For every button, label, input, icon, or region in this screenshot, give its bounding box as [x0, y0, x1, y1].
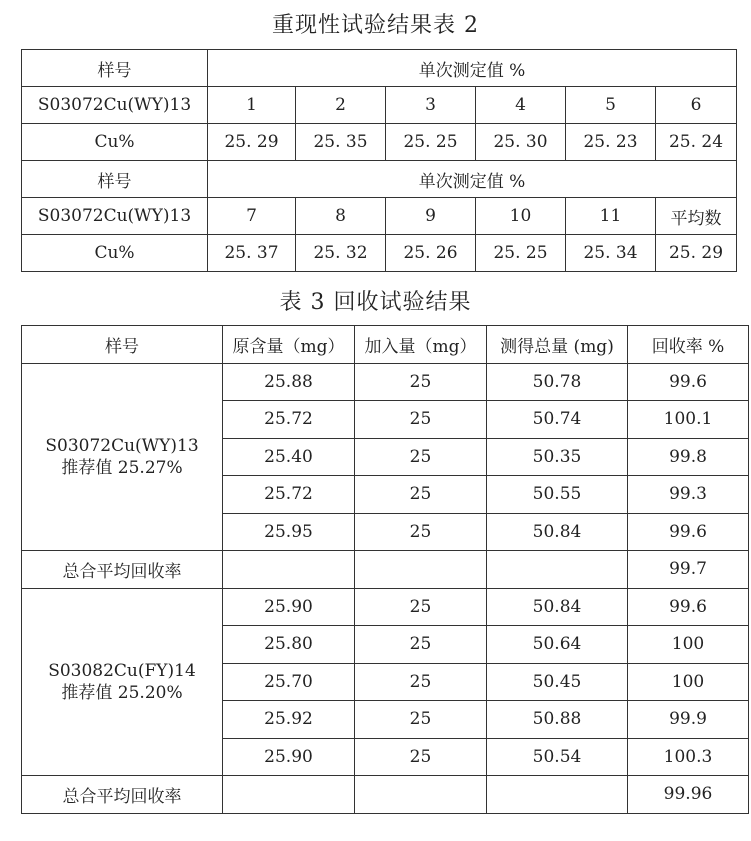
average-value-cell: 25. 29	[656, 235, 737, 272]
header-cell: 回收率 %	[628, 326, 749, 364]
recovery-rate-cell: 99.6	[628, 513, 749, 551]
sample-id: S03072Cu(WY)13	[45, 435, 199, 456]
index-cell: 1	[208, 87, 296, 124]
index-cell: 7	[208, 198, 296, 235]
value-cell: 25. 32	[296, 235, 386, 272]
table-row	[22, 50, 737, 87]
measured-total-cell: 50.55	[487, 476, 628, 514]
average-label-cell: 总合平均回收率	[22, 776, 223, 814]
index-cell: 11	[566, 198, 656, 235]
recovery-table	[21, 325, 749, 814]
added-amount-cell: 25	[355, 588, 487, 626]
table-row	[22, 87, 737, 124]
measured-total-cell: 50.84	[487, 588, 628, 626]
measured-total-cell: 50.74	[487, 401, 628, 439]
measured-total-cell: 50.78	[487, 363, 628, 401]
header-cell-values: 单次测定值 %	[208, 161, 737, 198]
index-cell: 2	[296, 87, 386, 124]
table-row	[22, 124, 737, 161]
original-content-cell: 25.40	[223, 438, 355, 476]
index-cell: 8	[296, 198, 386, 235]
table-row	[22, 363, 749, 401]
measured-total-cell: 50.88	[487, 701, 628, 739]
added-amount-cell: 25	[355, 663, 487, 701]
added-amount-cell: 25	[355, 626, 487, 664]
value-cell: 25. 29	[208, 124, 296, 161]
index-cell: 4	[476, 87, 566, 124]
average-row	[22, 551, 749, 589]
recovery-rate-cell: 99.6	[628, 588, 749, 626]
empty-cell	[355, 776, 487, 814]
added-amount-cell: 25	[355, 513, 487, 551]
table2-title: 重现性试验结果表 2	[272, 13, 479, 38]
recovery-rate-cell: 99.6	[628, 363, 749, 401]
added-amount-cell: 25	[355, 401, 487, 439]
header-cell-sample: 样号	[22, 161, 208, 198]
average-label-cell: 平均数	[656, 198, 737, 235]
row-label-cell: Cu%	[22, 235, 208, 272]
header-cell-values: 单次测定值 %	[208, 50, 737, 87]
sample-id-cell: S03072Cu(WY)13	[22, 198, 208, 235]
original-content-cell: 25.72	[223, 401, 355, 439]
header-cell: 加入量（mg）	[355, 326, 487, 364]
value-cell: 25. 34	[566, 235, 656, 272]
original-content-cell: 25.92	[223, 701, 355, 739]
index-cell: 5	[566, 87, 656, 124]
recovery-rate-cell: 100.3	[628, 738, 749, 776]
recovery-rate-cell: 99.3	[628, 476, 749, 514]
value-cell: 25. 35	[296, 124, 386, 161]
original-content-cell: 25.90	[223, 738, 355, 776]
original-content-cell: 25.80	[223, 626, 355, 664]
recovery-rate-cell: 99.8	[628, 438, 749, 476]
value-cell: 25. 26	[386, 235, 476, 272]
added-amount-cell: 25	[355, 701, 487, 739]
header-cell: 样号	[22, 326, 223, 364]
original-content-cell: 25.72	[223, 476, 355, 514]
value-cell: 25. 25	[386, 124, 476, 161]
empty-cell	[487, 551, 628, 589]
measured-total-cell: 50.35	[487, 438, 628, 476]
recovery-rate-cell: 99.9	[628, 701, 749, 739]
added-amount-cell: 25	[355, 438, 487, 476]
added-amount-cell: 25	[355, 476, 487, 514]
average-value-cell: 99.7	[628, 551, 749, 589]
header-cell: 测得总量 (mg)	[487, 326, 628, 364]
value-cell: 25. 23	[566, 124, 656, 161]
index-cell: 10	[476, 198, 566, 235]
recovery-rate-cell: 100	[628, 626, 749, 664]
measured-total-cell: 50.64	[487, 626, 628, 664]
added-amount-cell: 25	[355, 738, 487, 776]
recommended-value: 推荐值 25.20%	[61, 682, 183, 703]
table-row	[22, 161, 737, 198]
value-cell: 25. 24	[656, 124, 737, 161]
table-row	[22, 235, 737, 272]
sample-cell	[22, 588, 223, 776]
recovery-rate-cell: 100	[628, 663, 749, 701]
header-cell-sample: 样号	[22, 50, 208, 87]
value-cell: 25. 37	[208, 235, 296, 272]
average-value-cell: 99.96	[628, 776, 749, 814]
sample-cell	[22, 363, 223, 551]
empty-cell	[223, 551, 355, 589]
reproducibility-table	[21, 49, 737, 272]
added-amount-cell: 25	[355, 363, 487, 401]
average-label-cell: 总合平均回收率	[22, 551, 223, 589]
value-cell: 25. 30	[476, 124, 566, 161]
table-row	[22, 588, 749, 626]
average-row	[22, 776, 749, 814]
sample-id-cell: S03072Cu(WY)13	[22, 87, 208, 124]
original-content-cell: 25.70	[223, 663, 355, 701]
row-label-cell: Cu%	[22, 124, 208, 161]
table-header-row	[22, 326, 749, 364]
recommended-value: 推荐值 25.27%	[61, 457, 183, 478]
original-content-cell: 25.90	[223, 588, 355, 626]
measured-total-cell: 50.84	[487, 513, 628, 551]
recovery-rate-cell: 100.1	[628, 401, 749, 439]
index-cell: 6	[656, 87, 737, 124]
index-cell: 3	[386, 87, 476, 124]
header-cell: 原含量（mg）	[223, 326, 355, 364]
empty-cell	[487, 776, 628, 814]
index-cell: 9	[386, 198, 476, 235]
measured-total-cell: 50.45	[487, 663, 628, 701]
empty-cell	[223, 776, 355, 814]
original-content-cell: 25.88	[223, 363, 355, 401]
sample-id: S03082Cu(FY)14	[48, 660, 196, 681]
table-row	[22, 198, 737, 235]
table3-title: 表 3 回收试验结果	[279, 290, 472, 315]
empty-cell	[355, 551, 487, 589]
measured-total-cell: 50.54	[487, 738, 628, 776]
original-content-cell: 25.95	[223, 513, 355, 551]
value-cell: 25. 25	[476, 235, 566, 272]
